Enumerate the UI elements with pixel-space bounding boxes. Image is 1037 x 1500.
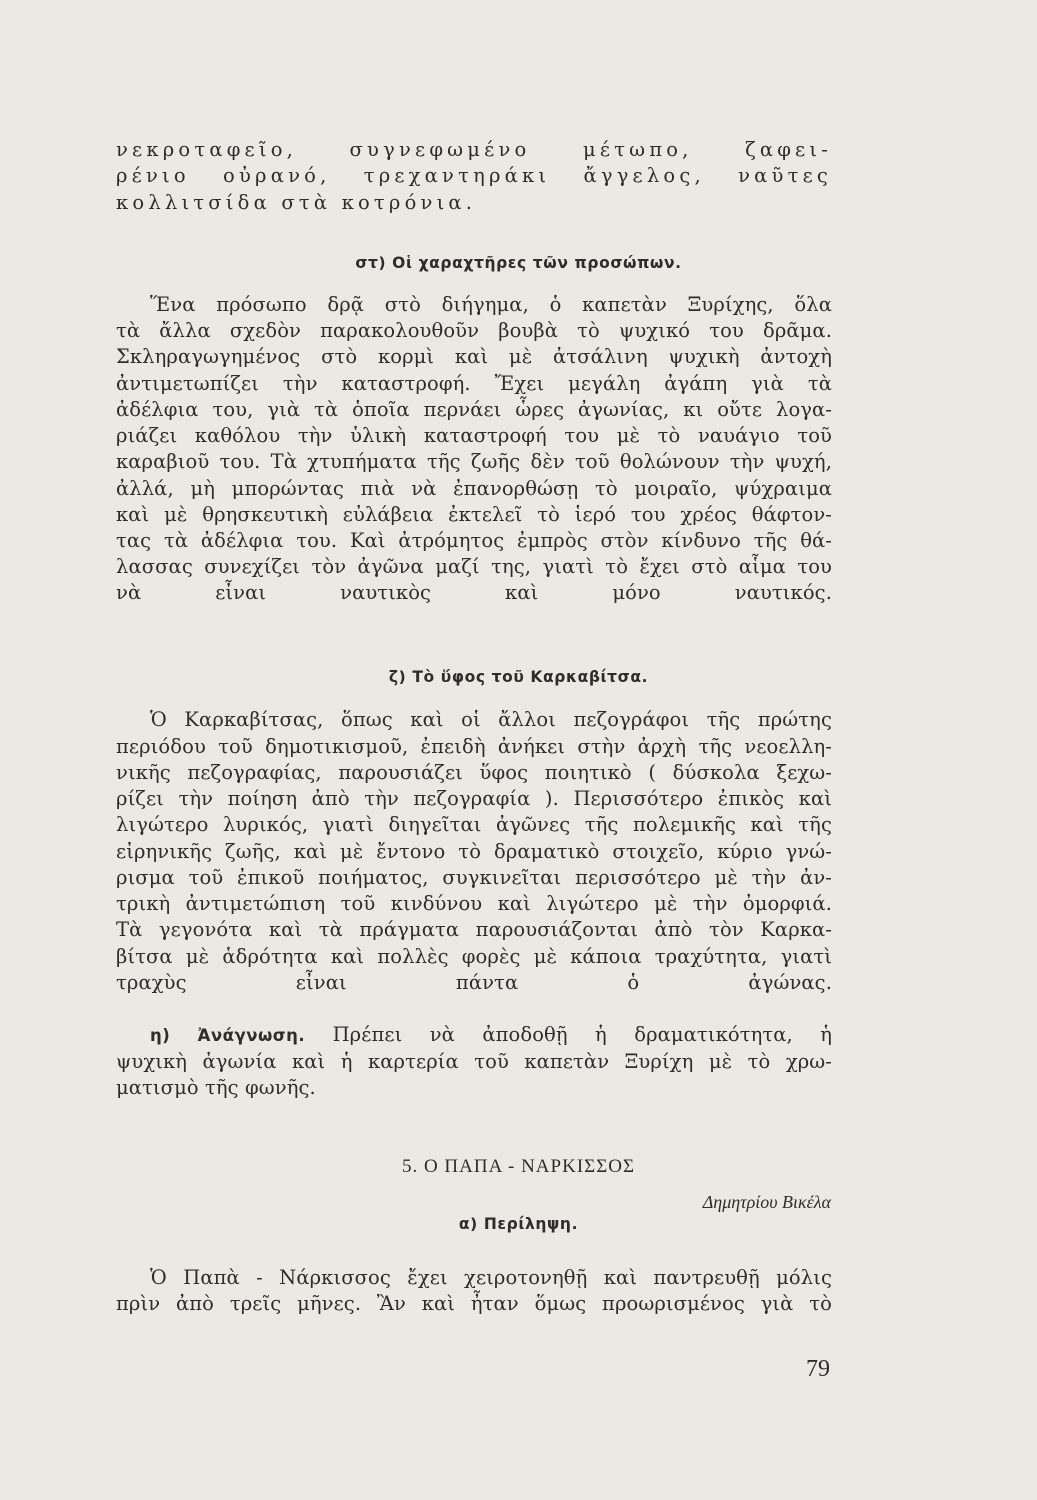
chapter-title: 5. Ο ΠΑΠΑ - ΝΑΡΚΙΣΣΟΣ [401,1156,636,1177]
section-z-line: βίτσα μὲ ἁδρότητα καὶ πολλὲς φορὲς μὲ κάποια τραχύτητα, γιατὶ [116,945,832,968]
section-z-line: Ὁ Καρκαβίτσας, ὅπως καὶ οἱ ἄλλοι πεζογράφοι τῆς πρώτης [150,708,832,731]
section-h-line: ματισμὸ τῆς φωνῆς. [116,1076,316,1099]
page-number: 79 [806,1356,830,1382]
section-st-heading: στ) Οἱ χαραχτῆρες τῶν προσώπων. [355,254,682,272]
chapter-author: Δημητρίου Βικέλα [702,1192,831,1212]
section-h-label: η) Ἀνάγνωση. [150,1026,306,1045]
chapter-line: πρὶν ἀπὸ τρεῖς μῆνες. Ἂν καὶ ἦταν ὅμως προωρισμένος γιὰ τὸ [116,1292,832,1315]
section-h-first-line [150,1022,832,1049]
section-st-line: καραβιοῦ του. Τὰ χτυπήματα τῆς ζωῆς δὲν τοῦ θολώνουν τὴν ψυχή, [116,450,832,473]
chapter-subheading: α) Περίληψη. [458,1215,579,1233]
section-z-line: τρικὴ ἀντιμετώπιση τοῦ κινδύνου καὶ λιγώτερο μὲ τὴν ὀμορφιά. [116,892,832,915]
intro-line-1: νεκροταφεῖο, συγνεφωμένο μέτωπο, ζαφει- [116,138,832,161]
section-st-line: καὶ μὲ θρησκευτικὴ εὐλάβεια ἐκτελεῖ τὸ ἱερό του χρέος θάφτον- [116,503,832,526]
section-h-line: ψυχικὴ ἀγωνία καὶ ἡ καρτερία τοῦ καπετὰν Ξυρίχη μὲ τὸ χρω- [116,1050,832,1073]
chapter-line: Ὁ Παπὰ - Νάρκισσος ἔχει χειροτονηθῇ καὶ παντρευθῇ μόλις [150,1266,832,1289]
section-st-line: ἀντιμετωπίζει τὴν καταστροφή. Ἔχει μεγάλη ἀγάπη γιὰ τὰ [116,372,832,395]
intro-line-3: κολλιτσίδα στὰ κοτρόνια. [116,191,477,214]
section-z-line: λιγώτερο λυρικός, γιατὶ διηγεῖται ἀγῶνες τῆς πολεμικῆς καὶ τῆς [116,813,832,836]
section-st-line: ἀδέλφια του, γιὰ τὰ ὁποῖα περνάει ὧρες ἀγωνίας, κι οὔτε λογα- [116,398,832,421]
section-z-line: ρισμα τοῦ ἐπικοῦ ποιήματος, συγκινεῖται περισσότερο μὲ τὴν ἀν- [116,866,832,889]
section-z-line: περιόδου τοῦ δημοτικισμοῦ, ἐπειδὴ ἀνήκει στὴν ἀρχὴ τῆς νεοελλη- [116,735,832,758]
section-z-line: ρίζει τὴν ποίηση ἀπὸ τὴν πεζογραφία ). Περισσότερο ἐπικὸς καὶ [116,787,832,810]
intro-line-2: ρένιο οὐρανό, τρεχαντηράκι ἄγγελος, ναῦτες [116,164,832,187]
section-z-heading: ζ) Τὸ ὕφος τοῦ Καρκαβίτσα. [388,668,649,686]
section-z-line: εἰρηνικῆς ζωῆς, καὶ μὲ ἔντονο τὸ δραματικὸ στοιχεῖο, κύριο γνώ- [116,840,832,863]
section-st-line: Ἕνα πρόσωπο δρᾷ στὸ διήγημα, ὁ καπετὰν Ξυρίχης, ὅλα [150,293,832,316]
section-st-line: τὰ ἄλλα σχεδὸν παρακολουθοῦν βουβὰ τὸ ψυχικό του δρᾶμα. [116,319,832,342]
section-z-line: Τὰ γεγονότα καὶ τὰ πράγματα παρουσιάζονται ἀπὸ τὸν Καρκα- [116,918,832,941]
section-st-line: τας τὰ ἀδέλφια του. Καὶ ἀτρόμητος ἐμπρὸς στὸν κίνδυνο τῆς θά- [116,529,832,552]
section-h-first-line-text: Πρέπει νὰ ἀποδοθῇ ἡ δραματικότητα, ἡ [332,1023,833,1046]
section-st-line: ἀλλά, μὴ μπορώντας πιὰ νὰ ἐπανορθώσῃ τὸ μοιραῖο, ψύχραιμα [116,477,832,500]
section-st-line: λασσας συνεχίζει τὸν ἀγῶνα μαζί της, γιατὶ τὸ ἔχει στὸ αἷμα του [116,555,832,578]
section-st-line: ριάζει καθόλου τὴν ὑλικὴ καταστροφή του μὲ τὸ ναυάγιο τοῦ [116,424,832,447]
section-st-line: Σκληραγωγημένος στὸ κορμὶ καὶ μὲ ἀτσάλινη ψυχικὴ ἀντοχὴ [116,345,832,368]
section-z-line: τραχὺς εἶναι πάντα ὁ ἀγώνας. [116,971,832,994]
section-z-line: νικῆς πεζογραφίας, παρουσιάζει ὕφος ποιητικὸ ( δύσκολα ξεχω- [116,761,832,784]
section-st-line: νὰ εἶναι ναυτικὸς καὶ μόνο ναυτικός. [116,581,832,604]
